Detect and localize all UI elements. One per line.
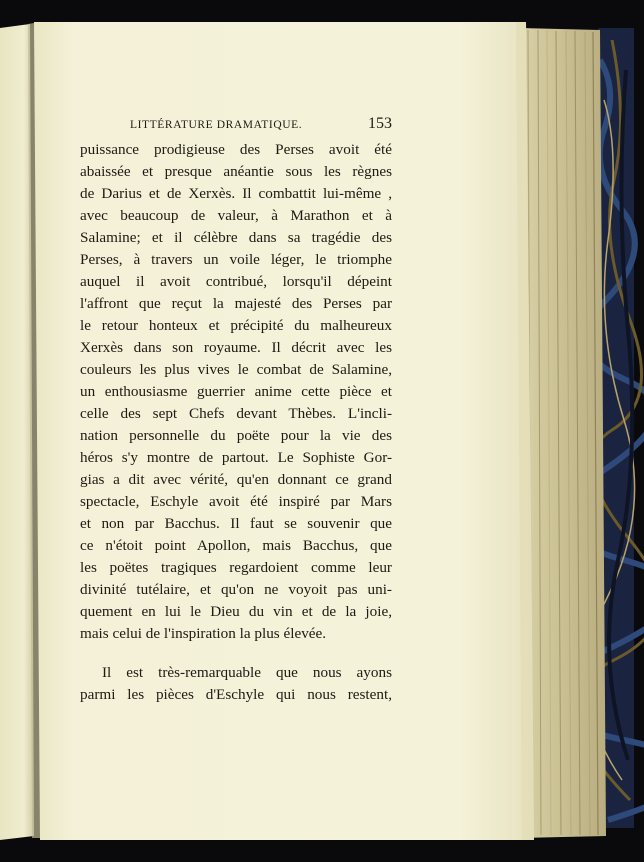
running-head bbox=[130, 115, 392, 133]
text-line: ce n'étoit point Apollon, mais Bacchus, que bbox=[80, 537, 392, 554]
page-text-block bbox=[80, 0, 392, 862]
text-line: héros s'y montre de partout. Le Sophiste Gor- bbox=[80, 449, 392, 466]
text-line: mais celui de l'inspiration la plus élevée. bbox=[80, 625, 327, 642]
text-line: et non par Bacchus. Il faut se souvenir que bbox=[80, 515, 392, 532]
text-line: les poëtes tragiques regardoient comme leur bbox=[80, 559, 392, 576]
text-line: de Darius et de Xerxès. Il combattit lui-même , bbox=[80, 185, 392, 202]
text-line: l'affront que reçut la majesté des Perses par bbox=[80, 295, 392, 312]
text-line: spectacle, Eschyle avoit été inspiré par Mars bbox=[80, 493, 392, 510]
text-line: un enthousiasme guerrier anime cette pièce et bbox=[80, 383, 392, 400]
text-line: quement en lui le Dieu du vin et de la joie, bbox=[80, 603, 392, 620]
text-line: Xerxès dans son royaume. Il décrit avec les bbox=[80, 339, 392, 356]
text-line: celle des sept Chefs devant Thèbes. L'incli- bbox=[80, 405, 392, 422]
text-line: parmi les pièces d'Eschyle qui nous restent, bbox=[80, 686, 392, 703]
text-line: gias a dit avec vérité, qu'en donnant ce grand bbox=[80, 471, 392, 488]
text-line: le retour honteux et précipité du malheureux bbox=[80, 317, 392, 334]
text-line: auquel il avoit contribué, lorsqu'il dépeint bbox=[80, 273, 392, 290]
text-line: puissance prodigieuse des Perses avoit été bbox=[80, 141, 392, 158]
paragraph-first-line: Il est très-remarquable que nous ayons bbox=[102, 664, 392, 681]
text-line: divinité tutélaire, et qu'on ne voyoit pas uni- bbox=[80, 581, 392, 598]
text-line: avec beaucoup de valeur, à Marathon et à bbox=[80, 207, 392, 224]
running-head-title: LITTÉRATURE DRAMATIQUE. bbox=[130, 119, 303, 131]
text-line: Salamine; et il célèbre dans sa tragédie des bbox=[80, 229, 392, 246]
page-number: 153 bbox=[368, 115, 392, 132]
text-line: couleurs les plus vives le combat de Salamine, bbox=[80, 361, 392, 378]
text-line: Perses, à travers un voile léger, le triomphe bbox=[80, 251, 392, 268]
text-line: nation personnelle du poëte pour la vie des bbox=[80, 427, 392, 444]
page-edges bbox=[520, 28, 606, 838]
text-line: abaissée et presque anéantie sous les règnes bbox=[80, 163, 392, 180]
